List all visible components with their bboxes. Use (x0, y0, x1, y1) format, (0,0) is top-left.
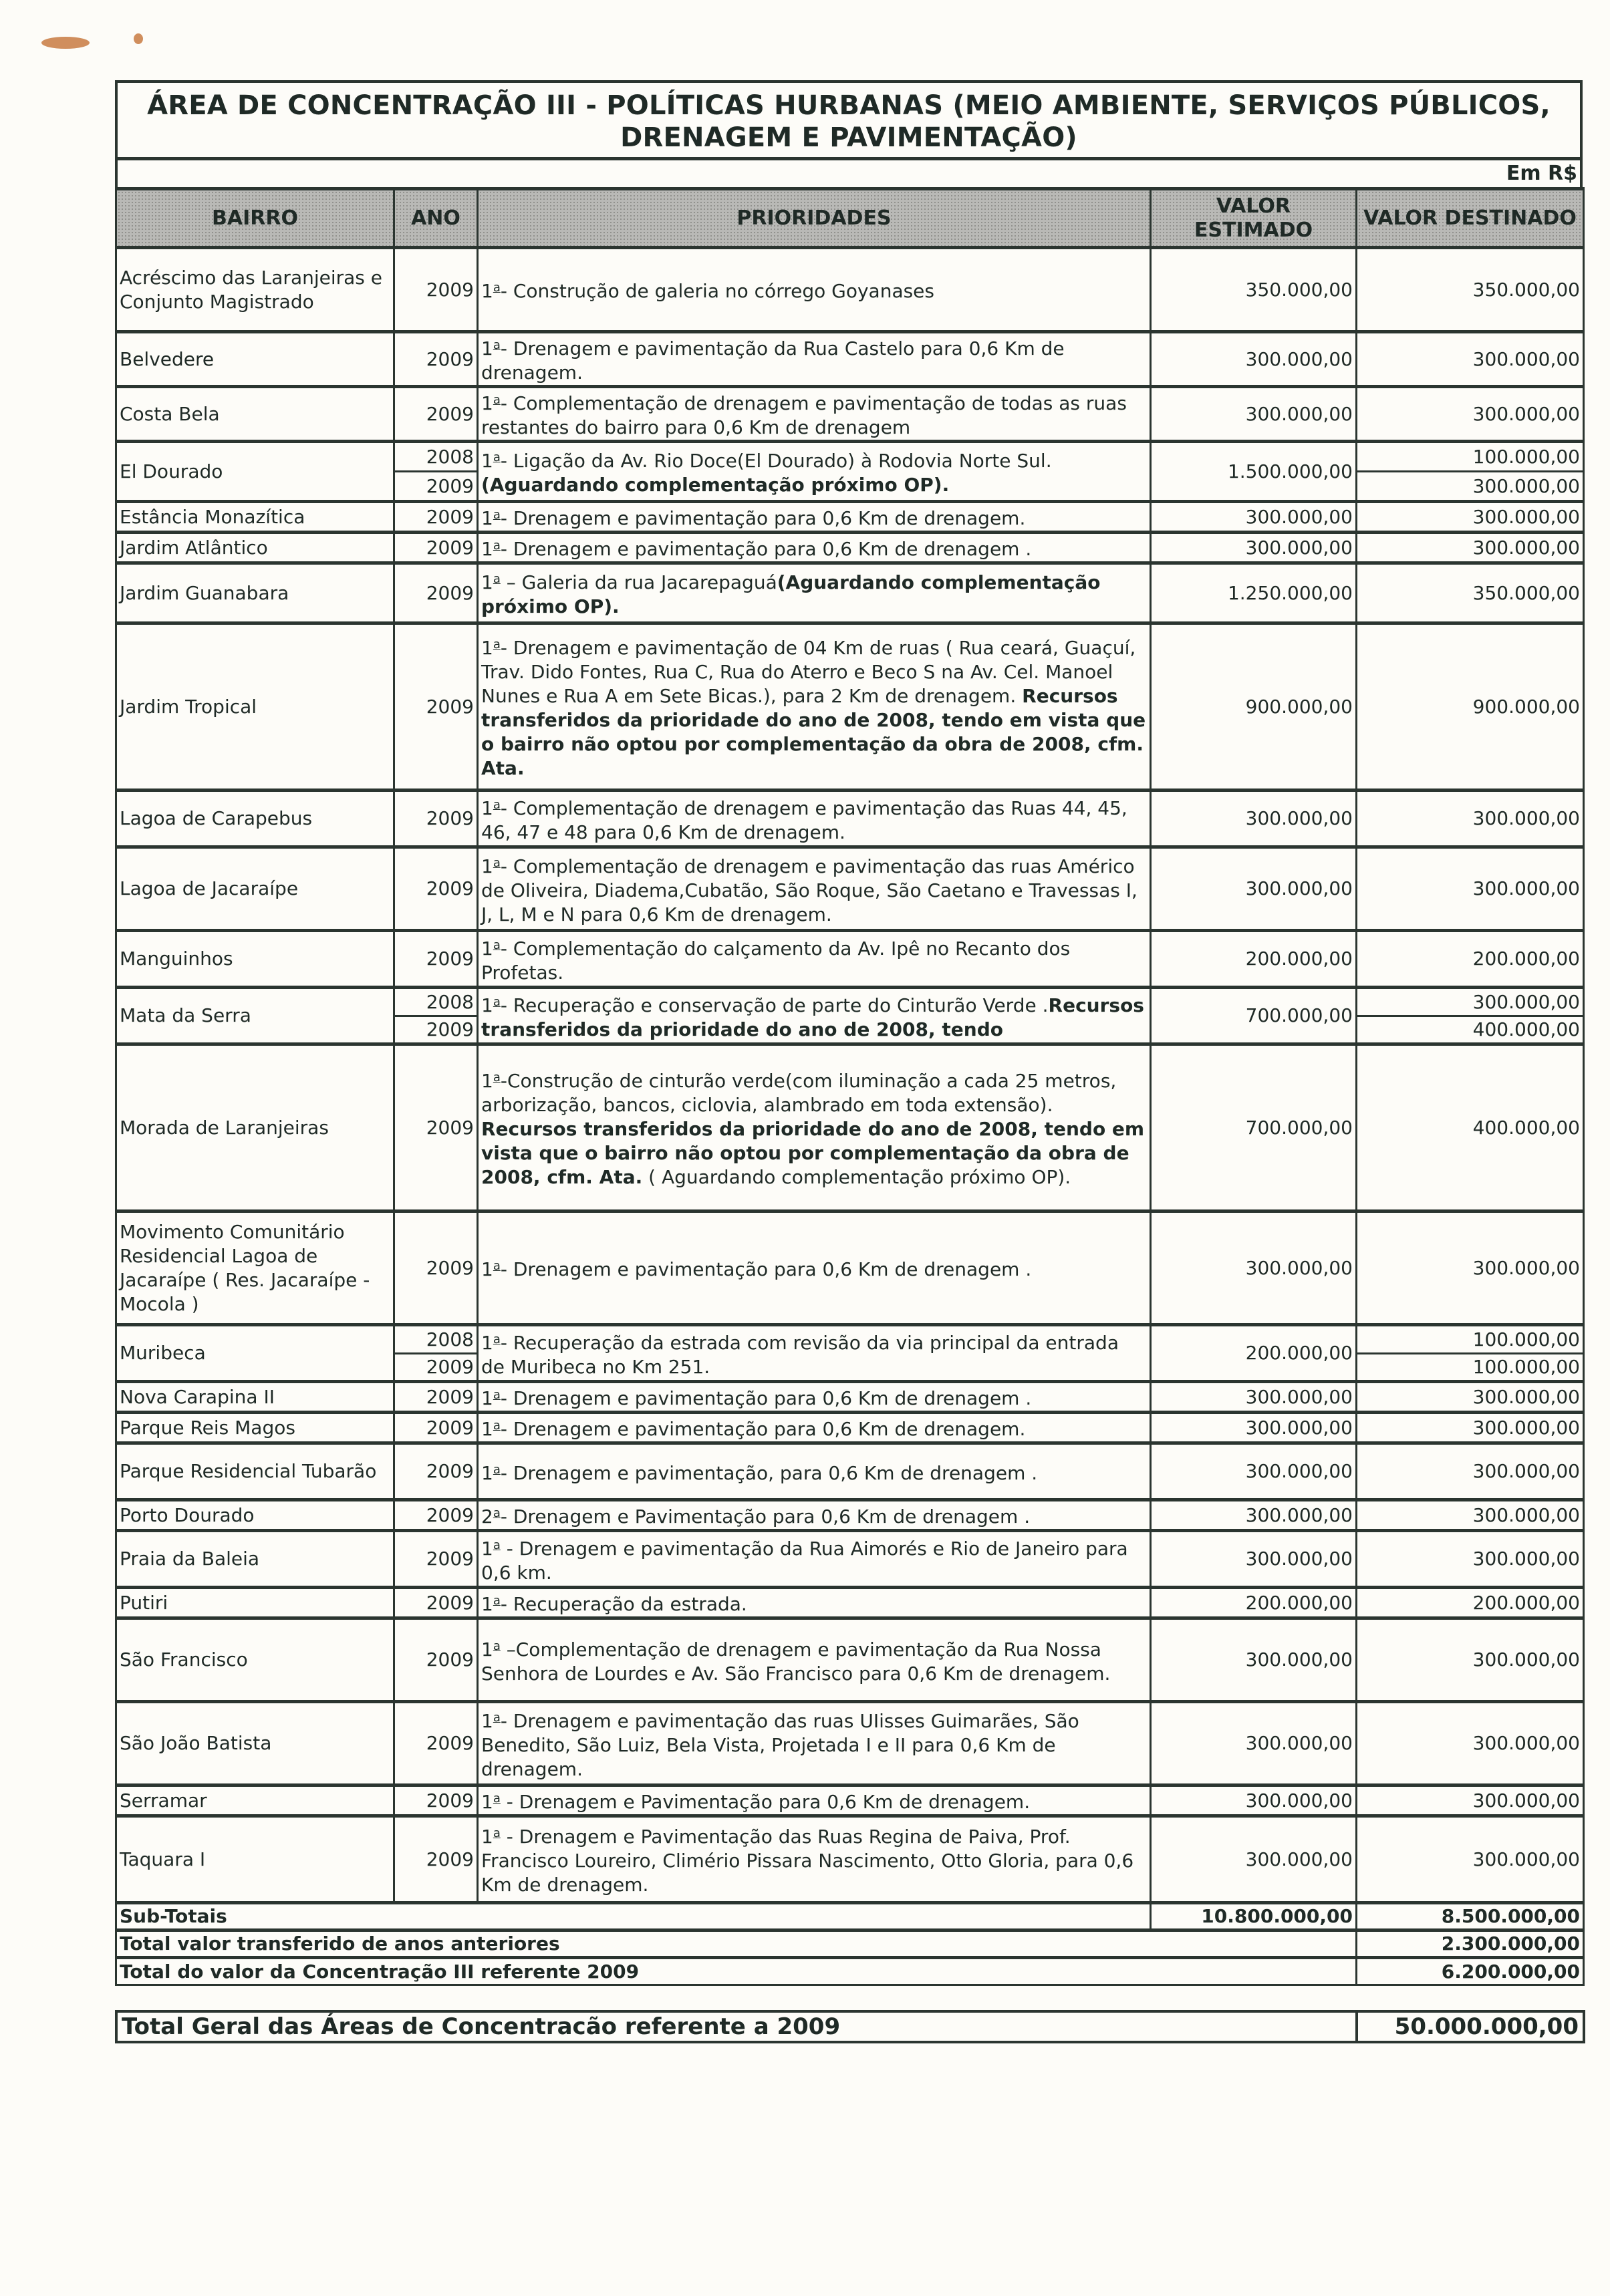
ano-cell: 2009 (394, 1531, 478, 1588)
prioridade-cell (478, 1588, 1151, 1618)
valor-estimado-cell: 300.000,00 (1151, 791, 1357, 847)
column-header-valor-destinado: VALOR DESTINADO (1357, 189, 1584, 248)
valor-estimado-cell: 200.000,00 (1151, 1325, 1357, 1382)
ordinal-suffix: a (493, 1594, 501, 1608)
priority-text: - Drenagem e Pavimentação das Ruas Regina de Paiva, Prof. Francisco Loureiro, Climério Pissara Nascimento, Otto Gloria, para 0,6 Km de drenagem. (481, 1826, 1134, 1896)
ordinal-suffix: a (493, 1332, 501, 1346)
subtotal-label: Sub-Totais (116, 1903, 1151, 1930)
bairro-cell: Jardim Atlântico (116, 533, 394, 563)
ano-cell-2008: 2008 (394, 1325, 478, 1354)
grand-total-row (116, 2011, 1584, 2042)
ano-cell-2009: 2009 (394, 1354, 478, 1382)
valor-destinado-cell: 350.000,00 (1357, 563, 1584, 623)
prioridade-cell (478, 1044, 1151, 1211)
valor-destinado-cell: 400.000,00 (1357, 1044, 1584, 1211)
ordinal-suffix: a (493, 855, 501, 870)
ano-cell: 2009 (394, 1785, 478, 1816)
rust-stain (41, 37, 90, 49)
prioridade-cell (478, 1618, 1151, 1702)
grand-total-table (115, 2010, 1585, 2043)
valor-estimado-cell: 300.000,00 (1151, 502, 1357, 533)
priority-note-bold: (Aguardando complementação próximo OP). (481, 474, 950, 496)
valor-estimado-cell: 200.000,00 (1151, 931, 1357, 988)
bairro-cell: Manguinhos (116, 931, 394, 988)
prioridade-cell (478, 1443, 1151, 1500)
prioridade-cell (478, 563, 1151, 623)
prioridade-cell (478, 533, 1151, 563)
table-row (116, 847, 1584, 931)
transferred-total-label: Total valor transferido de anos anteriores (116, 1930, 1357, 1958)
ordinal-suffix: a (493, 281, 501, 295)
bairro-cell: Estância Monazítica (116, 502, 394, 533)
ordinal-suffix: a (493, 994, 501, 1009)
ano-cell: 2009 (394, 1816, 478, 1903)
prioridade-cell (478, 1325, 1151, 1382)
valor-destinado-cell-2009: 100.000,00 (1357, 1354, 1584, 1382)
priority-note-bold: Recursos transferidos da prioridade do ano de 2008, tendo em vista que o bairro não optou por complementação da obra de 2008, cfm. Ata. (481, 685, 1146, 779)
prioridade-cell (478, 502, 1151, 533)
priority-text: - Construção de galeria no córrego Goyanases (500, 280, 934, 302)
valor-destinado-cell: 300.000,00 (1357, 1211, 1584, 1325)
table-row (116, 563, 1584, 623)
valor-destinado-cell: 300.000,00 (1357, 1702, 1584, 1785)
table-row (116, 1816, 1584, 1903)
priority-text: - Drenagem e pavimentação para 0,6 Km de drenagem . (500, 538, 1032, 560)
priority-order: 1 (481, 1638, 493, 1661)
priority-order: 1 (481, 1258, 493, 1280)
valor-destinado-cell: 300.000,00 (1357, 791, 1584, 847)
ordinal-suffix: a (493, 1638, 501, 1653)
priority-order: 1 (481, 1331, 493, 1354)
ordinal-suffix: a (493, 1710, 501, 1725)
ano-cell: 2009 (394, 387, 478, 442)
ordinal-suffix: a (493, 637, 501, 652)
valor-destinado-cell: 300.000,00 (1357, 1382, 1584, 1413)
bairro-cell: Movimento Comunitário Residencial Lagoa de Jacaraípe ( Res. Jacaraípe - Mocola ) (116, 1211, 394, 1325)
prioridade-cell (478, 1531, 1151, 1588)
table-row (116, 1500, 1584, 1531)
table-row (116, 1785, 1584, 1816)
bairro-cell: Costa Bela (116, 387, 394, 442)
valor-destinado-cell-2008: 300.000,00 (1357, 988, 1584, 1016)
table-row (116, 988, 1584, 1016)
valor-destinado-cell: 300.000,00 (1357, 1443, 1584, 1500)
ordinal-suffix: a (493, 539, 501, 553)
bairro-cell: Parque Residencial Tubarão (116, 1443, 394, 1500)
prioridade-cell (478, 1413, 1151, 1443)
valor-destinado-cell-2009: 400.000,00 (1357, 1016, 1584, 1044)
ano-cell: 2009 (394, 563, 478, 623)
table-row (116, 1618, 1584, 1702)
bairro-cell: Jardim Guanabara (116, 563, 394, 623)
bairro-cell: Taquara I (116, 1816, 394, 1903)
column-header-ano: ANO (394, 189, 478, 248)
bairro-cell: São Francisco (116, 1618, 394, 1702)
table-row (116, 1044, 1584, 1211)
ordinal-suffix: a (493, 1462, 501, 1477)
ano-cell: 2009 (394, 1702, 478, 1785)
priority-text: - Drenagem e pavimentação para 0,6 Km de drenagem . (500, 1387, 1032, 1409)
valor-destinado-cell: 300.000,00 (1357, 1785, 1584, 1816)
column-header-prioridades: PRIORIDADES (478, 189, 1151, 248)
ordinal-suffix: a (493, 338, 501, 352)
ano-cell: 2009 (394, 1211, 478, 1325)
prioridade-cell (478, 791, 1151, 847)
rust-stain (134, 33, 143, 44)
bairro-cell: Lagoa de Jacaraípe (116, 847, 394, 931)
ano-cell-2008: 2008 (394, 988, 478, 1016)
priority-order: 1 (481, 1537, 493, 1560)
bairro-cell: Mata da Serra (116, 988, 394, 1044)
ordinal-suffix: a (493, 797, 501, 812)
bairro-cell: São João Batista (116, 1702, 394, 1785)
valor-estimado-cell: 300.000,00 (1151, 1500, 1357, 1531)
bairro-cell: El Dourado (116, 442, 394, 502)
table-row (116, 1588, 1584, 1618)
ano-cell: 2009 (394, 1618, 478, 1702)
table-row (116, 791, 1584, 847)
ano-cell: 2009 (394, 791, 478, 847)
ano-cell: 2009 (394, 1443, 478, 1500)
concentration-total-value: 6.200.000,00 (1357, 1958, 1584, 1985)
valor-estimado-cell: 300.000,00 (1151, 1211, 1357, 1325)
valor-estimado-cell: 300.000,00 (1151, 1618, 1357, 1702)
valor-estimado-cell: 300.000,00 (1151, 1702, 1357, 1785)
priority-order: 1 (481, 994, 493, 1016)
valor-estimado-cell: 200.000,00 (1151, 1588, 1357, 1618)
priority-order: 1 (481, 1709, 493, 1732)
valor-destinado-cell: 300.000,00 (1357, 332, 1584, 387)
table-row (116, 1443, 1584, 1500)
bairro-cell: Lagoa de Carapebus (116, 791, 394, 847)
valor-destinado-cell: 300.000,00 (1357, 847, 1584, 931)
valor-estimado-cell: 300.000,00 (1151, 847, 1357, 931)
table-row (116, 442, 1584, 472)
valor-destinado-cell: 200.000,00 (1357, 1588, 1584, 1618)
ordinal-suffix: a (493, 508, 501, 522)
valor-estimado-cell: 900.000,00 (1151, 623, 1357, 791)
priority-order: 1 (481, 538, 493, 560)
priority-text: - Complementação do calçamento da Av. Ipê no Recanto dos Profetas. (481, 937, 1071, 984)
bairro-cell: Nova Carapina II (116, 1382, 394, 1413)
prioridade-cell (478, 847, 1151, 931)
priority-order: 1 (481, 337, 493, 360)
ano-cell: 2009 (394, 1044, 478, 1211)
priority-order: 1 (481, 1418, 493, 1440)
valor-estimado-cell: 1.250.000,00 (1151, 563, 1357, 623)
priority-order: 1 (481, 571, 493, 593)
title-line-2: DRENAGEM E PAVIMENTAÇÃO) (620, 122, 1077, 153)
valor-destinado-cell: 300.000,00 (1357, 1531, 1584, 1588)
valor-destinado-cell: 300.000,00 (1357, 502, 1584, 533)
priority-order: 1 (481, 637, 493, 659)
priority-text: - Recuperação da estrada com revisão da via principal da entrada de Muribeca no Km 251. (481, 1331, 1119, 1378)
priority-text: – Galeria da rua Jacarepaguá (500, 571, 777, 593)
valor-destinado-cell: 300.000,00 (1357, 1413, 1584, 1443)
ano-cell: 2009 (394, 847, 478, 931)
ano-cell: 2009 (394, 1413, 478, 1443)
ordinal-suffix: a (493, 938, 501, 952)
table-row (116, 1531, 1584, 1588)
priority-order: 1 (481, 1593, 493, 1615)
priority-order: 1 (481, 450, 493, 472)
priority-note-bold: Recursos transferidos da prioridade do ano de 2008, tendo em vista que o bairro não optou por complementação da obra de 2008, cfm. Ata. (481, 1118, 1145, 1188)
priority-text: - Drenagem e pavimentação da Rua Aimorés e Rio de Janeiro para 0,6 km. (481, 1537, 1128, 1584)
prioridade-cell (478, 332, 1151, 387)
table-row (116, 332, 1584, 387)
ano-cell: 2009 (394, 1382, 478, 1413)
prioridade-cell (478, 623, 1151, 791)
priority-order: 1 (481, 507, 493, 529)
ordinal-suffix: a (493, 1070, 501, 1085)
valor-estimado-cell: 700.000,00 (1151, 988, 1357, 1044)
priority-text: - Complementação de drenagem e pavimentação de todas as ruas restantes do bairro para 0,6 Km de drenagem (481, 392, 1127, 438)
valor-destinado-cell: 300.000,00 (1357, 1816, 1584, 1903)
ano-cell: 2009 (394, 1500, 478, 1531)
priority-text: - Drenagem e pavimentação para 0,6 Km de drenagem. (500, 1418, 1026, 1440)
bairro-cell: Serramar (116, 1785, 394, 1816)
valor-estimado-cell: 300.000,00 (1151, 332, 1357, 387)
priority-order: 1 (481, 280, 493, 302)
valor-destinado-cell-2009: 300.000,00 (1357, 472, 1584, 502)
ano-cell-2008: 2008 (394, 442, 478, 472)
ano-cell: 2009 (394, 623, 478, 791)
table-row (116, 623, 1584, 791)
bairro-cell: Parque Reis Magos (116, 1413, 394, 1443)
valor-estimado-cell: 300.000,00 (1151, 1531, 1357, 1588)
valor-estimado-cell: 300.000,00 (1151, 1785, 1357, 1816)
bairro-cell: Acréscimo das Laranjeiras e Conjunto Magistrado (116, 248, 394, 332)
bairro-cell: Porto Dourado (116, 1500, 394, 1531)
valor-estimado-cell: 300.000,00 (1151, 1816, 1357, 1903)
valor-destinado-cell: 200.000,00 (1357, 931, 1584, 988)
priority-order: 1 (481, 797, 493, 819)
ordinal-suffix: a (493, 450, 501, 464)
column-header-bairro: BAIRRO (116, 189, 394, 248)
transferred-total-row (116, 1930, 1584, 1958)
bairro-cell: Morada de Laranjeiras (116, 1044, 394, 1211)
currency-unit: Em R$ (115, 160, 1583, 187)
priority-note: ( Aguardando complementação próximo OP). (642, 1166, 1071, 1188)
priority-text: - Drenagem e Pavimentação para 0,6 Km de drenagem. (500, 1791, 1031, 1813)
prioridade-cell (478, 1702, 1151, 1785)
ano-cell: 2009 (394, 1588, 478, 1618)
valor-destinado-cell: 300.000,00 (1357, 1500, 1584, 1531)
ordinal-suffix: a (493, 1791, 501, 1806)
priority-text: - Ligação da Av. Rio Doce(El Dourado) à Rodovia Norte Sul. (500, 450, 1052, 472)
ordinal-suffix: a (493, 1259, 501, 1273)
ano-cell: 2009 (394, 332, 478, 387)
priority-text: - Drenagem e pavimentação, para 0,6 Km de drenagem . (500, 1461, 1038, 1484)
priority-order: 2 (481, 1505, 493, 1528)
bairro-cell: Jardim Tropical (116, 623, 394, 791)
valor-destinado-cell-2008: 100.000,00 (1357, 1325, 1584, 1354)
valor-estimado-cell: 300.000,00 (1151, 1413, 1357, 1443)
priority-text: - Drenagem e pavimentação para 0,6 Km de drenagem. (500, 507, 1026, 529)
priority-order: 1 (481, 1791, 493, 1813)
title-line-1: ÁREA DE CONCENTRAÇÃO III - POLÍTICAS HURBANAS (MEIO AMBIENTE, SERVIÇOS PÚBLICOS, (147, 90, 1551, 121)
bairro-cell: Putiri (116, 1588, 394, 1618)
bairro-cell: Praia da Baleia (116, 1531, 394, 1588)
priority-order: 1 (481, 1826, 493, 1848)
priority-note-bold: (Aguardando complementação próximo OP). (481, 571, 1101, 617)
ordinal-suffix: a (493, 1506, 501, 1520)
subtotal-estimado: 10.800.000,00 (1151, 1903, 1357, 1930)
bairro-cell: Belvedere (116, 332, 394, 387)
prioridade-cell (478, 1382, 1151, 1413)
ordinal-suffix: a (493, 1388, 501, 1402)
prioridade-cell (478, 1211, 1151, 1325)
concentration-total-row (116, 1958, 1584, 1985)
priority-order: 1 (481, 855, 493, 877)
priority-order: 1 (481, 937, 493, 960)
table-row (116, 387, 1584, 442)
table-row (116, 1325, 1584, 1354)
document-title (115, 80, 1583, 160)
valor-estimado-cell: 350.000,00 (1151, 248, 1357, 332)
ordinal-suffix: a (493, 393, 501, 407)
prioridade-cell (478, 1500, 1151, 1531)
ano-cell: 2009 (394, 533, 478, 563)
table-row (116, 502, 1584, 533)
priority-text: - Drenagem e pavimentação para 0,6 Km de drenagem . (500, 1258, 1032, 1280)
table-row (116, 248, 1584, 332)
ordinal-suffix: a (493, 1826, 501, 1840)
priority-note-bold: Recursos transferidos da prioridade do ano de 2008, tendo (481, 994, 1144, 1040)
table-row (116, 1413, 1584, 1443)
ano-cell-2009: 2009 (394, 1016, 478, 1044)
priorities-table (115, 187, 1585, 1986)
table-header-row (116, 189, 1584, 248)
table-row (116, 533, 1584, 563)
ordinal-suffix: a (493, 572, 501, 586)
priority-text: –Complementação de drenagem e pavimentação da Rua Nossa Senhora de Lourdes e Av. São Francisco para 0,6 Km de drenagem. (481, 1638, 1111, 1685)
valor-destinado-cell: 300.000,00 (1357, 1618, 1584, 1702)
valor-estimado-cell: 300.000,00 (1151, 1443, 1357, 1500)
valor-destinado-cell: 900.000,00 (1357, 623, 1584, 791)
priority-order: 1 (481, 1461, 493, 1484)
valor-estimado-cell: 1.500.000,00 (1151, 442, 1357, 502)
valor-estimado-cell: 700.000,00 (1151, 1044, 1357, 1211)
grand-total-label: Total Geral das Áreas de Concentracão referente a 2009 (116, 2011, 1357, 2042)
valor-destinado-cell: 300.000,00 (1357, 533, 1584, 563)
grand-total-value: 50.000.000,00 (1357, 2011, 1584, 2042)
table-row (116, 1382, 1584, 1413)
priority-text: - Drenagem e pavimentação de 04 Km de ruas ( Rua ceará, Guaçuí, Trav. Dido Fontes, Rua C, Rua do Aterro e Beco S na Av. Cel. Manoel Nunes e Rua A em Sete Bicas.), para 2 Km de drenagem. (481, 637, 1136, 707)
ano-cell: 2009 (394, 502, 478, 533)
valor-estimado-cell: 300.000,00 (1151, 387, 1357, 442)
prioridade-cell (478, 931, 1151, 988)
table-row (116, 1211, 1584, 1325)
priority-text: -Construção de cinturão verde(com iluminação a cada 25 metros, arborização, bancos, ciclovia, alambrado em toda extensão). (481, 1070, 1117, 1116)
prioridade-cell (478, 1816, 1151, 1903)
subtotal-destinado: 8.500.000,00 (1357, 1903, 1584, 1930)
priority-order: 1 (481, 1070, 493, 1092)
valor-estimado-cell: 300.000,00 (1151, 1382, 1357, 1413)
priority-text: - Recuperação da estrada. (500, 1593, 747, 1615)
column-header-valor-estimado: VALOR ESTIMADO (1151, 189, 1357, 248)
subtotal-row (116, 1903, 1584, 1930)
transferred-total-value: 2.300.000,00 (1357, 1930, 1584, 1958)
table-row (116, 1702, 1584, 1785)
prioridade-cell (478, 248, 1151, 332)
valor-destinado-cell-2008: 100.000,00 (1357, 442, 1584, 472)
prioridade-cell (478, 442, 1151, 502)
priority-text: - Complementação de drenagem e pavimentação das Ruas 44, 45, 46, 47 e 48 para 0,6 Km de drenagem. (481, 797, 1127, 843)
prioridade-cell (478, 387, 1151, 442)
valor-destinado-cell: 300.000,00 (1357, 387, 1584, 442)
priority-text: - Drenagem e pavimentação das ruas UIisses Guimarães, São Benedito, São Luiz, Bela Vista, Projetada I e II para 0,6 Km de drenagem. (481, 1709, 1079, 1780)
valor-estimado-cell: 300.000,00 (1151, 533, 1357, 563)
prioridade-cell (478, 988, 1151, 1044)
table-row (116, 931, 1584, 988)
priority-order: 1 (481, 1387, 493, 1409)
ano-cell: 2009 (394, 931, 478, 988)
valor-destinado-cell: 350.000,00 (1357, 248, 1584, 332)
priority-text: - Drenagem e pavimentação da Rua Castelo para 0,6 Km de drenagem. (481, 337, 1065, 384)
priority-text: - Recuperação e conservação de parte do Cinturão Verde . (500, 994, 1049, 1016)
priority-order: 1 (481, 392, 493, 414)
ano-cell: 2009 (394, 248, 478, 332)
concentration-total-label: Total do valor da Concentração III referente 2009 (116, 1958, 1357, 1985)
ordinal-suffix: a (493, 1419, 501, 1433)
priority-text: - Complementação de drenagem e pavimentação das ruas Américo de Oliveira, Diadema,Cubatão, São Roque, São Caetano e Travessas I, J, L, M e N para 0,6 Km de drenagem. (481, 855, 1137, 925)
priority-text: - Drenagem e Pavimentação para 0,6 Km de drenagem . (500, 1505, 1031, 1528)
ano-cell-2009: 2009 (394, 472, 478, 502)
ordinal-suffix: a (493, 1538, 501, 1552)
prioridade-cell (478, 1785, 1151, 1816)
bairro-cell: Muribeca (116, 1325, 394, 1382)
